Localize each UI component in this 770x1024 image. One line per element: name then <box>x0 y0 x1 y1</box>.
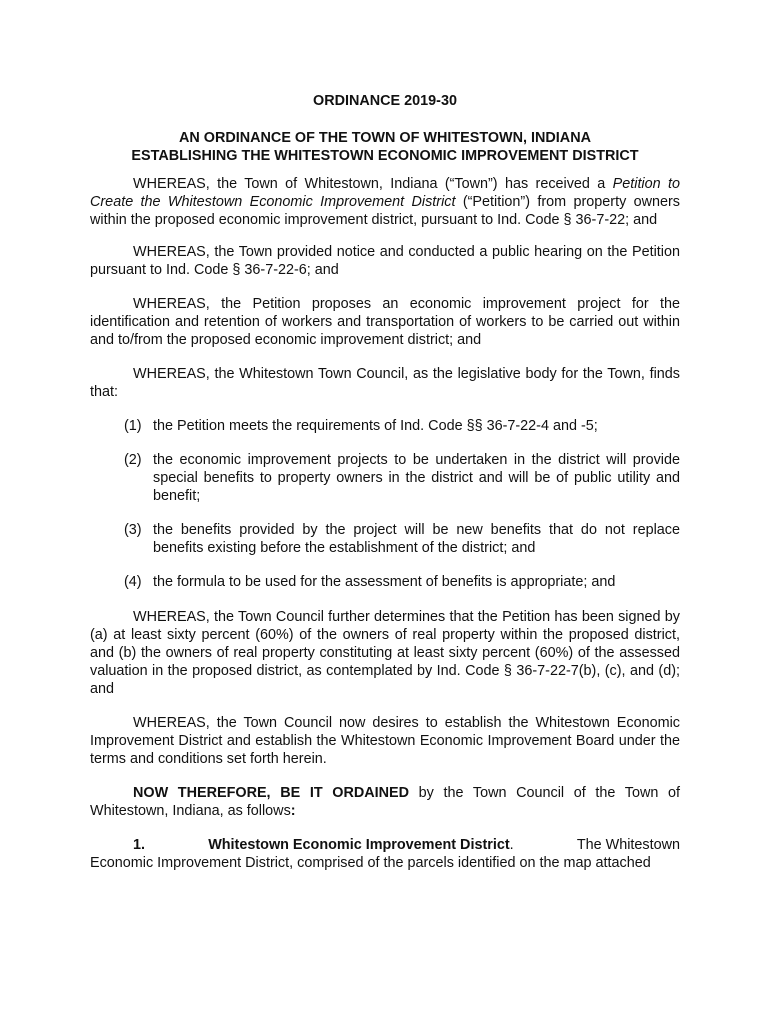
petition-title: Petition to Create the Whitestown Economic Improvement District <box>90 176 681 210</box>
section-1-title: Whitestown Economic Improvement District <box>208 837 510 853</box>
ordaining-clause-text: by the Town Council of the Town of Whitestown, Indiana, as follows <box>90 785 680 819</box>
ordinance-number: ORDINANCE 2019-30 <box>313 93 457 109</box>
finding-text: the benefits provided by the project will be new benefits that do not replace benefits existing before the establishment of the district; and <box>153 522 680 556</box>
finding-item <box>90 521 680 557</box>
whereas-paragraph-2: WHEREAS, the Town provided notice and conducted a public hearing on the Petition pursuant to Ind. Code § 36-7-22-6; and <box>90 244 680 278</box>
section-1-title-period: . <box>509 837 514 853</box>
section-1-text-line-2: Economic Improvement District, comprised of the parcels identified on the map attached <box>90 855 651 871</box>
finding-number: (2) <box>124 452 142 468</box>
ordaining-clause-bold: NOW THEREFORE, BE IT ORDAINED <box>133 785 410 801</box>
whereas-paragraph-3: WHEREAS, the Petition proposes an economic improvement project for the identification and retention of workers and transportation of workers to be carried out within and to/from the proposed economic improvement district; and <box>90 296 680 348</box>
finding-number: (3) <box>124 522 142 538</box>
finding-text: the Petition meets the requirements of Ind. Code §§ 36-7-22-4 and -5; <box>153 418 598 434</box>
finding-text: the formula to be used for the assessment of benefits is appropriate; and <box>153 574 616 590</box>
finding-number: (1) <box>124 418 142 434</box>
finding-item <box>90 451 680 505</box>
document-page <box>90 92 680 872</box>
whereas-paragraph-5: WHEREAS, the Town Council further determines that the Petition has been signed by (a) at least sixty percent (60%) of the owners of real property within the proposed district, and (b) the owners of real property constituting at least sixty percent (60%) of the assessed valuation in the proposed district, as contemplated by Ind. Code § 36-7-22-7(b), (c), and (d); and <box>90 609 680 697</box>
findings-list <box>90 417 680 591</box>
ordaining-clause <box>90 784 680 820</box>
finding-number: (4) <box>124 574 142 590</box>
whereas-paragraph-6: WHEREAS, the Town Council now desires to establish the Whitestown Economic Improvement District and establish the Whitestown Economic Improvement Board under the terms and conditions set forth herein. <box>90 715 680 767</box>
finding-item <box>90 573 680 591</box>
section-1 <box>90 836 680 872</box>
ordinance-title-line-1: AN ORDINANCE OF THE TOWN OF WHITESTOWN, INDIANA <box>179 130 591 146</box>
whereas-1-text-b: (“Petition”) from property owners within the proposed economic improvement district, pursuant to Ind. Code § 36-7-22; and <box>90 194 681 228</box>
section-1-heading <box>208 836 513 854</box>
whereas-1-text-a: WHEREAS, the Town of Whitestown, Indiana (“Town”) has received a <box>133 176 613 192</box>
ordinance-title <box>90 129 680 165</box>
ordinance-title-line-2: ESTABLISHING THE WHITESTOWN ECONOMIC IMPROVEMENT DISTRICT <box>131 148 639 164</box>
whereas-paragraph-1 <box>90 175 680 229</box>
section-1-number: 1. <box>133 837 146 853</box>
section-1-heading-line <box>90 836 680 854</box>
finding-item <box>90 417 680 435</box>
finding-text: the economic improvement projects to be undertaken in the district will provide special benefits to property owners in the district and will be of public utility and benefit; <box>153 452 680 504</box>
section-1-first-words: The Whitestown <box>576 837 680 853</box>
whereas-paragraph-4: WHEREAS, the Whitestown Town Council, as the legislative body for the Town, finds that: <box>90 366 680 400</box>
ordaining-clause-colon: : <box>290 803 296 819</box>
